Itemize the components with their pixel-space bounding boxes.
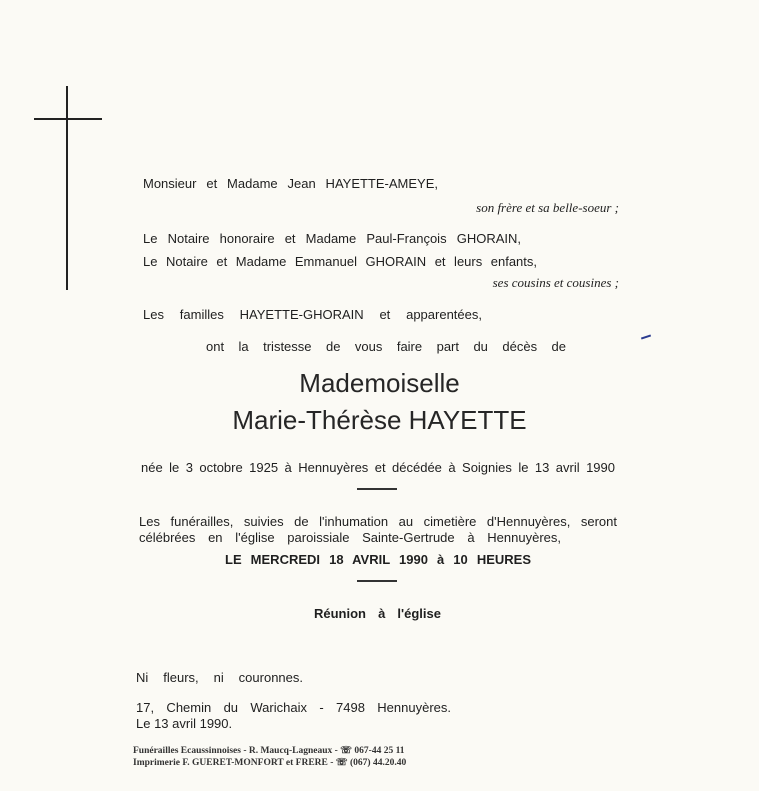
announcer-line-notary-honorary: Le Notaire honoraire et Madame Paul-François GHORAIN, <box>143 231 521 246</box>
no-flowers-notice: Ni fleurs, ni couronnes. <box>136 670 303 685</box>
announcer-relation-brother: son frère et sa belle-soeur ; <box>476 200 619 215</box>
funeral-date: LE MERCREDI 18 AVRIL 1990 à 10 HEURES <box>225 552 531 567</box>
birth-death-details: née le 3 octobre 1925 à Hennuyères et décédée à Soignies le 13 avril 1990 <box>141 460 615 475</box>
announcer-relation-cousins: ses cousins et cousines ; <box>492 275 619 290</box>
deceased-title: Mademoiselle <box>299 368 460 398</box>
ink-mark <box>641 335 651 340</box>
announcer-line-notary: Le Notaire et Madame Emmanuel GHORAIN et leurs enfants, <box>143 254 537 269</box>
funeral-home-credit: Funérailles Ecaussinnoises - R. Maucq-Lagneaux - ☏ 067-44 25 11 <box>133 746 405 756</box>
announcer-line-families: Les familles HAYETTE-GHORAIN et apparentées, <box>143 307 482 322</box>
printer-credit: Imprimerie F. GUERET-MONFORT et FRERE - ☏ (067) 44.20.40 <box>133 758 407 768</box>
announcer-line-brother: Monsieur et Madame Jean HAYETTE-AMEYE, <box>143 176 438 191</box>
funeral-details-line2: célébrées en l'église paroissiale Sainte-Gertrude à Hennuyères, <box>139 530 561 545</box>
cross-horizontal-bar <box>34 118 102 120</box>
cross-vertical-bar <box>66 86 68 290</box>
divider-rule <box>357 488 397 490</box>
divider-rule <box>357 580 397 582</box>
date-line: Le 13 avril 1990. <box>136 716 233 731</box>
funeral-details-line1: Les funérailles, suivies de l'inhumation au cimetière d'Hennuyères, seront <box>139 514 617 529</box>
reunion-location: Réunion à l'église <box>314 606 441 621</box>
address-line: 17, Chemin du Warichaix - 7498 Hennuyères. <box>136 700 451 715</box>
deceased-name: Marie-Thérèse HAYETTE <box>232 405 527 435</box>
announcement-sentence: ont la tristesse de vous faire part du décès de <box>206 339 566 354</box>
